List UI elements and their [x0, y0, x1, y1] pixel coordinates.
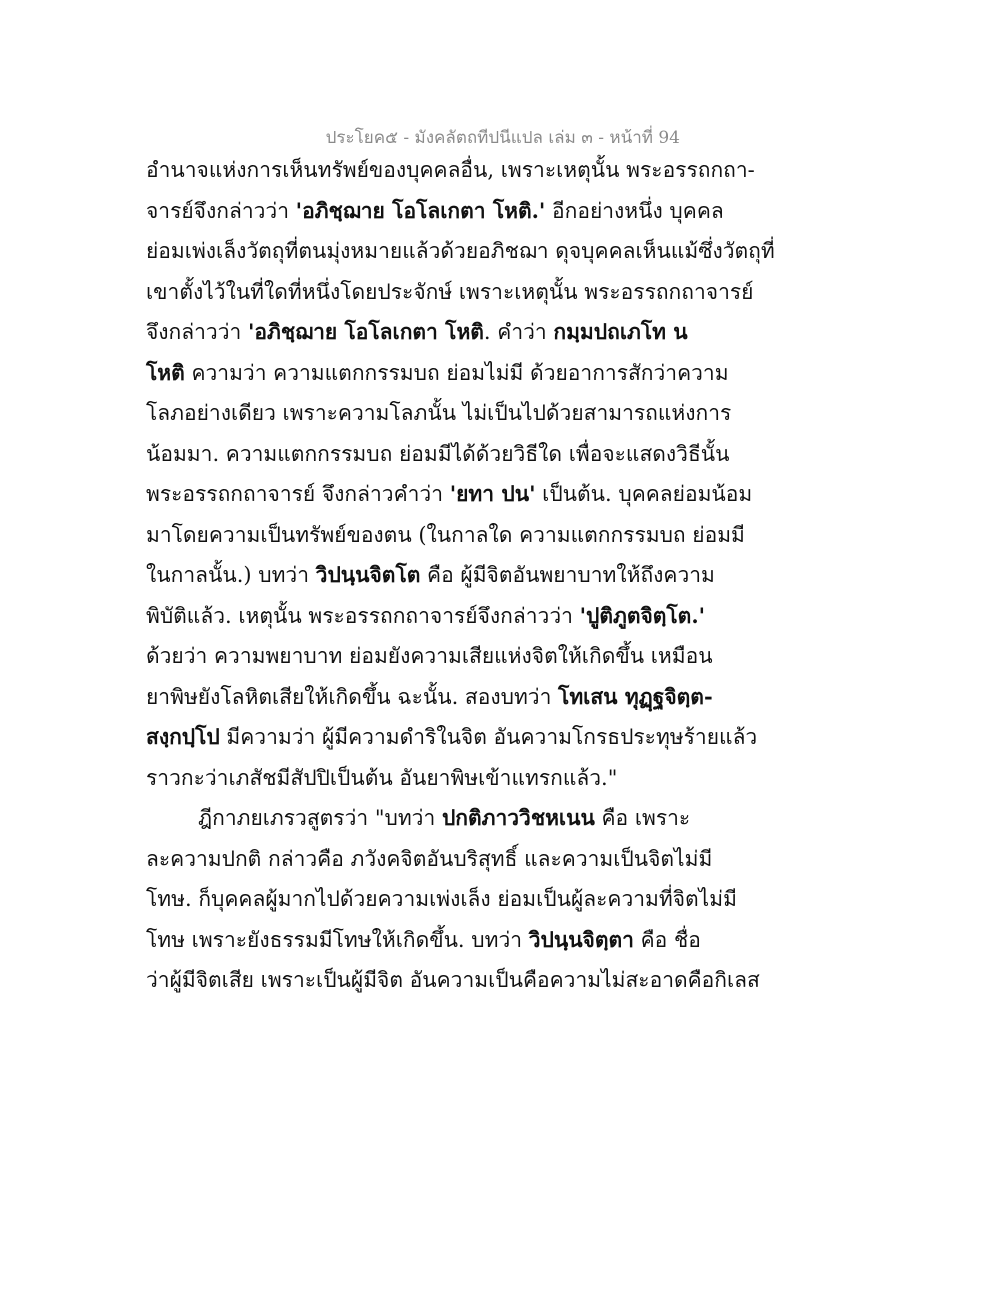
text-segment: คือ ผู้มีจิตอันพยาบาทให้ถึงความ: [420, 563, 715, 587]
text-segment: โลภอย่างเดียว เพราะความโลภนั้น ไม่เป็นไปด้วยสามารถแห่งการ: [146, 401, 732, 425]
text-line: [146, 960, 760, 1001]
bold-term: 'อภิชฺฌาย โอโลเกตา โหติ.': [295, 197, 546, 223]
text-line: [146, 191, 724, 232]
text-line: [146, 231, 775, 272]
text-segment: ว่าผู้มีจิตเสีย เพราะเป็นผู้มีจิต อันความเป็นคือความไม่สะอาดคือกิเลส: [146, 968, 760, 992]
bold-term: วิปนฺนจิตโต: [315, 562, 421, 587]
text-line: [146, 758, 706, 799]
text-segment: จึงกล่าวว่า: [146, 320, 248, 344]
text-segment: ด้วยว่า ความพยาบาท ย่อมยังความเสียแห่งจิตให้เกิดขึ้น เหมือน: [146, 644, 713, 668]
text-line: [146, 636, 713, 677]
bold-term: โทเสน ทุฏฺฐจิตฺต-: [558, 683, 713, 709]
text-line: [146, 839, 713, 880]
text-segment: มาโดยความเป็นทรัพย์ของตน (ในกาลใด ความแตกกรรมบถ ย่อมมี: [146, 522, 745, 547]
bold-term: โหติ: [146, 359, 185, 385]
text-segment: โทษ. ก็บุคคลผู้มากไปด้วยความเพ่งเล็ง ย่อมเป็นผู้ละความที่จิตไม่มี: [146, 887, 737, 911]
text-segment: อีกอย่างหนึ่ง บุคคล: [545, 198, 724, 223]
bold-term: 'ปูติภูตจิตฺโต.': [579, 602, 706, 628]
text-segment: ในกาลนั้น.) บทว่า: [146, 563, 316, 587]
text-line: [146, 393, 732, 434]
text-line: [146, 555, 715, 596]
text-line: [146, 312, 706, 353]
text-line: [146, 474, 753, 515]
text-segment: พิบัติแล้ว. เหตุนั้น พระอรรถกถาจารย์จึงกล่าวว่า: [146, 603, 580, 628]
bold-term: วิปนฺนจิตฺตา: [528, 926, 634, 952]
running-header: ประโยค๕ - มังคลัตถทีปนีแปล เล่ม ๓ - หน้าที่ 94: [325, 128, 680, 148]
text-segment: . คำว่า: [483, 320, 554, 344]
text-segment: คือ ชื่อ: [633, 927, 701, 952]
text-segment: คือ เพราะ: [594, 806, 691, 830]
text-segment: ละความปกติ กล่าวคือ ภวังคจิตอันบริสุทธิ์ และความเป็นจิตไม่มี: [146, 846, 713, 871]
bold-term: ปกติภาววิชหเนน: [441, 805, 595, 830]
text-line: [146, 515, 745, 556]
text-segment: ยาพิษยังโลหิตเสียให้เกิดขึ้น ฉะนั้น. สองบทว่า: [146, 684, 559, 709]
text-segment: พระอรรถกถาจารย์ จึงกล่าวคำว่า: [146, 482, 450, 506]
text-line: [146, 596, 706, 637]
bold-term: 'ยทา ปน': [449, 481, 536, 506]
text-segment: จารย์จึงกล่าวว่า: [146, 198, 296, 223]
body-text: [146, 150, 775, 1001]
text-segment: อำนาจแห่งการเห็นทรัพย์ของบุคคลอื่น, เพราะเหตุนั้น พระอรรถกถา-: [146, 158, 755, 182]
bold-term: กมฺมปถเภโท น: [553, 319, 688, 344]
text-line: [146, 677, 713, 718]
text-segment: เป็นต้น. บุคคลย่อมน้อม: [535, 482, 753, 506]
text-segment: โทษ เพราะยังธรรมมีโทษให้เกิดขึ้น. บทว่า: [146, 927, 529, 952]
bold-term: สงฺกปฺโป: [146, 724, 220, 749]
text-line: [146, 879, 737, 920]
bold-term: 'อภิชฺฌาย โอโลเกตา โหติ: [248, 319, 484, 344]
text-segment: ย่อมเพ่งเล็งวัตถุที่ตนมุ่งหมายแล้วด้วยอภิชฌา ดุจบุคคลเห็นแม้ซึ่งวัตถุที่: [146, 239, 775, 263]
text-line: [146, 150, 755, 191]
text-segment: น้อมมา. ความแตกกรรมบถ ย่อมมีได้ด้วยวิธีใด เพื่อจะแสดงวิธีนั้น: [146, 441, 730, 466]
text-line: [146, 272, 754, 313]
text-line: [146, 434, 730, 475]
text-segment: ความว่า ความแตกกรรมบถ ย่อมไม่มี ด้วยอาการสักว่าความ: [184, 360, 729, 385]
text-segment: เขาตั้งไว้ในที่ใดที่หนึ่งโดยประจักษ์ เพราะเหตุนั้น พระอรรถกถาจารย์: [146, 279, 754, 304]
text-line: [146, 798, 706, 839]
text-line: [146, 717, 758, 758]
text-line: [146, 920, 706, 961]
text-line: [146, 353, 729, 394]
text-segment: ราวกะว่าเภสัชมีสัปปิเป็นต้น อันยาพิษเข้าแทรกแล้ว.": [146, 765, 618, 790]
text-segment: มีความว่า ผู้มีความดำริในจิต อันความโกรธประทุษร้ายแล้ว: [219, 725, 758, 749]
text-segment: ฎีกาภยเภรวสูตรว่า "บทว่า: [198, 806, 442, 830]
